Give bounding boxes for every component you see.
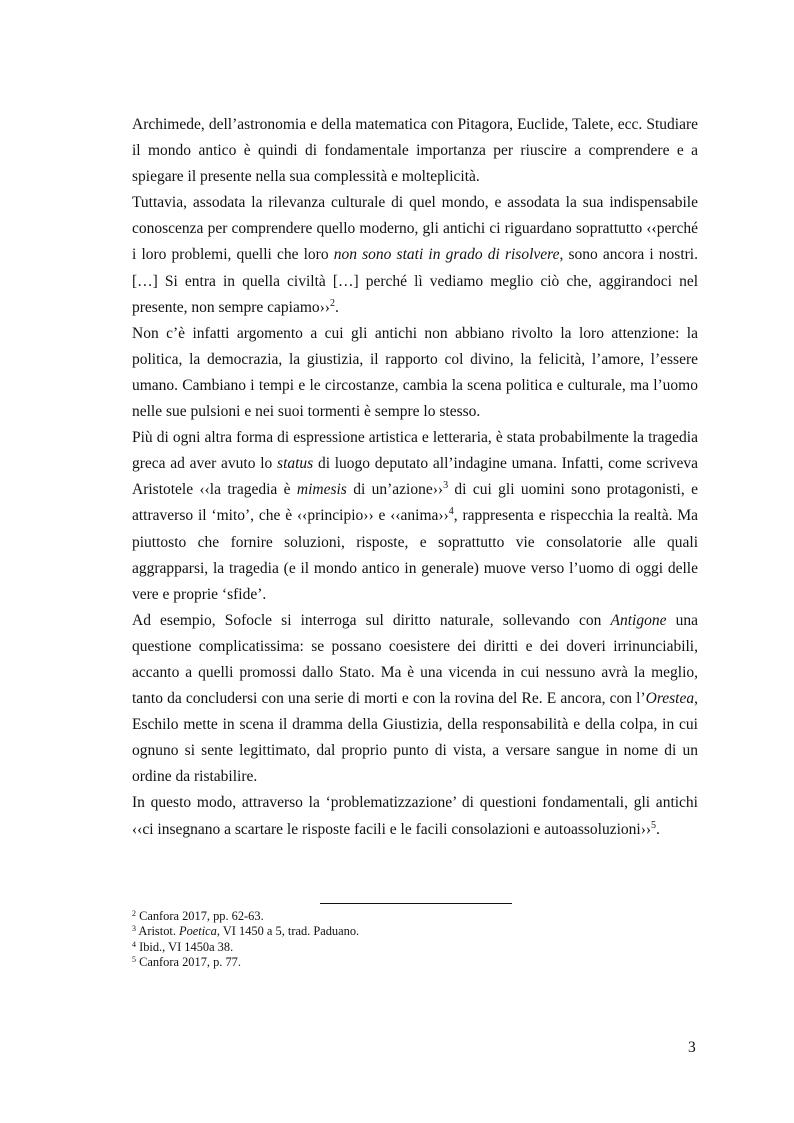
paragraph-text: una questione complicatissima: se possano coesistere dei diritti e dei doveri irrinunciabili, accanto a quelli promossi dallo Stato. Ma è una vicenda in cui nessuno avrà la meglio, tanto da concludersi con una serie di morti e con la rovina del Re. E ancora, con l’ — [132, 611, 698, 708]
paragraph-text: Tuttavia, assodata la rilevanza culturale di quel mondo, e assodata la sua indispensabile conoscenza per comprendere quello moderno, gli antichi ci riguardano soprattutto ‹‹perché i loro problemi, quelli che loro — [132, 194, 698, 264]
paragraph-text: Non c’è infatti argomento a cui gli antichi non abbiano rivolto la loro attenzione: la politica, la democrazia, la giustizia, il rapporto col divino, la felicità, l’amore, l’essere umano. Cambiano i tempi e le circostanze, cambia la scena politica e culturale, ma l’uomo nelle sue pulsioni e nei suoi tormenti è sempre lo stesso. — [132, 324, 698, 421]
paragraph-text: Ad esempio, Sofocle si interroga sul diritto naturale, sollevando con — [132, 611, 611, 629]
paragraph-2 — [132, 190, 698, 320]
footnote-text: Canfora 2017, pp. 62-63. — [136, 909, 264, 923]
footnote-ref-4[interactable]: 4 — [448, 506, 454, 518]
italic-term: mimesis — [296, 481, 347, 499]
footnote-number: 5 — [132, 954, 136, 964]
footnote-text: , VI 1450 a 5, trad. Paduano. — [216, 924, 360, 939]
footnotes — [132, 909, 698, 970]
footnote-ref-2[interactable]: 2 — [329, 297, 335, 309]
footnote-ref-3[interactable]: 3 — [443, 480, 449, 492]
italic-title: Orestea — [645, 690, 695, 708]
italic-title: Poetica — [179, 924, 217, 939]
paragraph-text: , Eschilo mette in scena il dramma della Giustizia, della responsabilità e della colpa, in cui ognuno si sente legittimato, dal proprio punto di vista, a versare sangue in nome di un ordine da ristabilire. — [132, 690, 698, 786]
paragraph-text: , sono ancora i nostri. […] Si entra in quella civiltà […] perché lì vediamo meglio ciò che, aggirandoci nel presente, non sempre capiamo›› — [132, 246, 698, 316]
paragraph-3 — [132, 321, 698, 425]
paragraph-text: . — [334, 298, 339, 316]
footnote-number: 4 — [132, 939, 136, 949]
paragraph-text: Archimede, dell’astronomia e della matematica con Pitagora, Euclide, Talete, ecc. Studiare il mondo antico è quindi di fondamentale importanza per riuscire a comprendere e a spiegare il presente nella sua complessità e molteplicità. — [132, 116, 698, 186]
footnote-number: 3 — [132, 924, 136, 934]
paragraph-text: di luogo deputato all’indagine umana. Infatti, come scriveva Aristotele ‹‹la tragedia è — [132, 455, 699, 499]
page-number: 3 — [688, 1039, 696, 1056]
paragraph-text: In questo modo, attraverso la ‘problematizzazione’ di questioni fondamentali, gli antichi ‹‹ci insegnano a scartare le risposte facili e le facili consolazioni e autoassoluzioni›› — [132, 794, 698, 838]
italic-title: Antigone — [610, 611, 667, 629]
footnote-2 — [132, 909, 698, 924]
paragraph-text: . — [656, 820, 660, 838]
paragraph-text: Più di ogni altra forma di espressione artistica e letteraria, è stata probabilmente la tragedia greca ad aver avuto lo — [132, 429, 698, 473]
italic-phrase: non sono stati in grado di risolvere — [333, 246, 560, 264]
paragraph-4 — [132, 425, 698, 608]
footnote-3 — [132, 924, 698, 939]
footnote-5 — [132, 955, 698, 970]
paragraph-text: di cui gli uomini sono protagonisti, e attraverso il ‘mito’, che è ‹‹principio›› e ‹‹anima›› — [132, 481, 698, 525]
paragraph-text: , rappresenta e rispecchia la realtà. Ma piuttosto che fornire soluzioni, risposte, e soprattutto vie consolatorie alle quali aggrapparsi, la tragedia (e il mondo antico in generale) muove verso l’uomo di oggi delle vere e proprie ‘sfide’. — [132, 507, 698, 603]
footnote-ref-5[interactable]: 5 — [651, 819, 657, 831]
footnote-text: Canfora 2017, p. 77. — [136, 954, 241, 969]
footnote-text: Aristot. — [136, 924, 180, 939]
paragraph-6 — [132, 790, 698, 842]
footnote-separator — [320, 903, 512, 904]
paragraph-5 — [132, 608, 698, 791]
paragraph-1 — [132, 112, 698, 190]
italic-term: status — [277, 455, 314, 473]
main-text — [132, 112, 698, 843]
footnote-4 — [132, 940, 698, 955]
footnote-number: 2 — [132, 909, 136, 918]
footnote-text: Ibid., VI 1450a 38. — [136, 939, 234, 954]
paragraph-text: di un’azione›› — [346, 481, 444, 499]
